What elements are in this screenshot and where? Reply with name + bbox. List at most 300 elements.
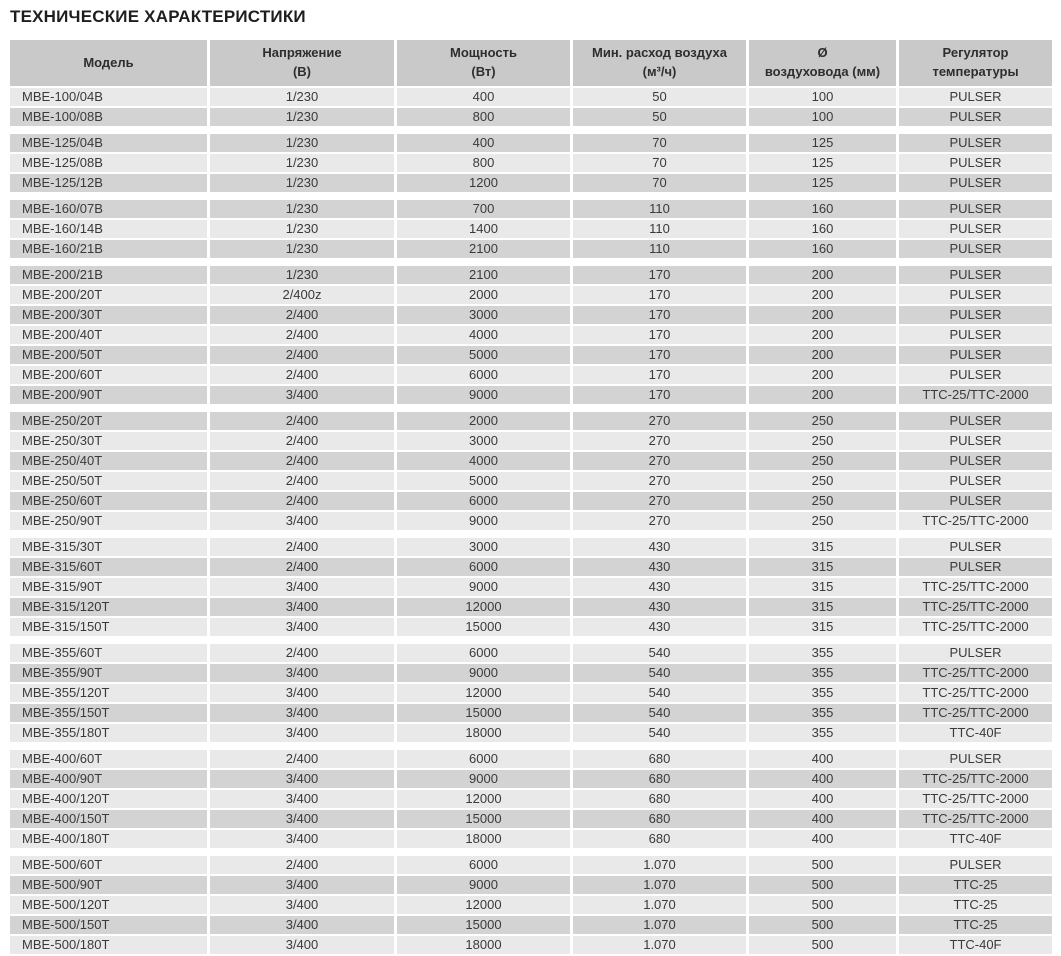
cell-voltage: 3/400 bbox=[210, 896, 394, 914]
cell-duct-diameter: 400 bbox=[749, 830, 896, 848]
cell-regulator: TTC-25/TTC-2000 bbox=[899, 770, 1052, 788]
spec-row bbox=[10, 286, 1052, 304]
cell-regulator: TTC-25/TTC-2000 bbox=[899, 512, 1052, 530]
cell-duct-diameter: 125 bbox=[749, 174, 896, 192]
cell-regulator: PULSER bbox=[899, 366, 1052, 384]
cell-regulator: PULSER bbox=[899, 856, 1052, 874]
cell-airflow: 430 bbox=[573, 618, 746, 636]
group-gap bbox=[10, 128, 1052, 132]
cell-airflow: 50 bbox=[573, 88, 746, 106]
cell-model: MBE-200/50T bbox=[10, 346, 207, 364]
cell-duct-diameter: 160 bbox=[749, 200, 896, 218]
cell-power: 12000 bbox=[397, 896, 570, 914]
cell-duct-diameter: 250 bbox=[749, 452, 896, 470]
cell-power: 6000 bbox=[397, 558, 570, 576]
cell-airflow: 110 bbox=[573, 200, 746, 218]
cell-duct-diameter: 200 bbox=[749, 366, 896, 384]
cell-voltage: 3/400 bbox=[210, 770, 394, 788]
spec-row bbox=[10, 558, 1052, 576]
cell-voltage: 2/400 bbox=[210, 538, 394, 556]
cell-power: 15000 bbox=[397, 916, 570, 934]
cell-voltage: 1/230 bbox=[210, 240, 394, 258]
cell-airflow: 110 bbox=[573, 220, 746, 238]
cell-power: 9000 bbox=[397, 876, 570, 894]
cell-voltage: 2/400 bbox=[210, 750, 394, 768]
cell-airflow: 170 bbox=[573, 286, 746, 304]
cell-model: MBE-250/50T bbox=[10, 472, 207, 490]
cell-duct-diameter: 200 bbox=[749, 306, 896, 324]
cell-voltage: 1/230 bbox=[210, 154, 394, 172]
cell-model: MBE-400/150T bbox=[10, 810, 207, 828]
cell-model: MBE-250/90T bbox=[10, 512, 207, 530]
cell-power: 15000 bbox=[397, 704, 570, 722]
cell-voltage: 2/400 bbox=[210, 326, 394, 344]
cell-power: 18000 bbox=[397, 724, 570, 742]
cell-voltage: 2/400 bbox=[210, 412, 394, 430]
cell-airflow: 110 bbox=[573, 240, 746, 258]
cell-duct-diameter: 200 bbox=[749, 286, 896, 304]
group-gap bbox=[10, 638, 1052, 642]
cell-airflow: 70 bbox=[573, 174, 746, 192]
cell-duct-diameter: 400 bbox=[749, 770, 896, 788]
cell-voltage: 3/400 bbox=[210, 684, 394, 702]
cell-voltage: 2/400 bbox=[210, 856, 394, 874]
cell-airflow: 270 bbox=[573, 452, 746, 470]
cell-airflow: 1.070 bbox=[573, 896, 746, 914]
spec-table bbox=[7, 38, 1055, 956]
cell-model: MBE-355/150T bbox=[10, 704, 207, 722]
cell-model: MBE-250/30T bbox=[10, 432, 207, 450]
cell-voltage: 1/230 bbox=[210, 266, 394, 284]
cell-airflow: 680 bbox=[573, 810, 746, 828]
spec-table-header bbox=[10, 40, 1052, 86]
cell-duct-diameter: 125 bbox=[749, 154, 896, 172]
spec-row bbox=[10, 810, 1052, 828]
cell-duct-diameter: 200 bbox=[749, 266, 896, 284]
cell-duct-diameter: 315 bbox=[749, 558, 896, 576]
cell-airflow: 430 bbox=[573, 578, 746, 596]
spec-row bbox=[10, 664, 1052, 682]
cell-regulator: TTC-40F bbox=[899, 724, 1052, 742]
col-header-voltage-label: Напряжение bbox=[262, 45, 342, 61]
group-gap bbox=[10, 406, 1052, 410]
cell-airflow: 540 bbox=[573, 664, 746, 682]
cell-regulator: PULSER bbox=[899, 266, 1052, 284]
cell-airflow: 270 bbox=[573, 512, 746, 530]
cell-duct-diameter: 500 bbox=[749, 876, 896, 894]
cell-regulator: PULSER bbox=[899, 306, 1052, 324]
cell-model: MBE-355/90T bbox=[10, 664, 207, 682]
cell-voltage: 3/400 bbox=[210, 830, 394, 848]
cell-airflow: 430 bbox=[573, 538, 746, 556]
cell-model: MBE-100/04B bbox=[10, 88, 207, 106]
cell-duct-diameter: 100 bbox=[749, 88, 896, 106]
cell-duct-diameter: 250 bbox=[749, 492, 896, 510]
cell-model: MBE-200/60T bbox=[10, 366, 207, 384]
cell-airflow: 1.070 bbox=[573, 856, 746, 874]
cell-duct-diameter: 125 bbox=[749, 134, 896, 152]
cell-regulator: PULSER bbox=[899, 286, 1052, 304]
col-header-regulator bbox=[899, 40, 1052, 86]
cell-power: 4000 bbox=[397, 326, 570, 344]
cell-regulator: TTC-25/TTC-2000 bbox=[899, 684, 1052, 702]
cell-model: MBE-400/180T bbox=[10, 830, 207, 848]
spec-row bbox=[10, 750, 1052, 768]
cell-voltage: 3/400 bbox=[210, 598, 394, 616]
cell-model: MBE-315/120T bbox=[10, 598, 207, 616]
cell-regulator: PULSER bbox=[899, 154, 1052, 172]
cell-regulator: PULSER bbox=[899, 240, 1052, 258]
col-header-airflow bbox=[573, 40, 746, 86]
cell-model: MBE-250/40T bbox=[10, 452, 207, 470]
cell-power: 18000 bbox=[397, 936, 570, 954]
spec-row bbox=[10, 876, 1052, 894]
cell-duct-diameter: 400 bbox=[749, 750, 896, 768]
cell-power: 18000 bbox=[397, 830, 570, 848]
cell-power: 9000 bbox=[397, 512, 570, 530]
cell-duct-diameter: 355 bbox=[749, 644, 896, 662]
cell-voltage: 1/230 bbox=[210, 108, 394, 126]
spec-row bbox=[10, 134, 1052, 152]
cell-power: 6000 bbox=[397, 644, 570, 662]
cell-regulator: PULSER bbox=[899, 88, 1052, 106]
cell-airflow: 680 bbox=[573, 770, 746, 788]
cell-airflow: 70 bbox=[573, 134, 746, 152]
col-header-power-label: Мощность bbox=[450, 45, 517, 61]
cell-voltage: 1/230 bbox=[210, 220, 394, 238]
cell-power: 2000 bbox=[397, 286, 570, 304]
cell-voltage: 2/400z bbox=[210, 286, 394, 304]
spec-row bbox=[10, 724, 1052, 742]
cell-duct-diameter: 200 bbox=[749, 346, 896, 364]
cell-model: MBE-200/40T bbox=[10, 326, 207, 344]
cell-model: MBE-250/60T bbox=[10, 492, 207, 510]
cell-model: MBE-200/20T bbox=[10, 286, 207, 304]
cell-duct-diameter: 250 bbox=[749, 412, 896, 430]
col-header-power-unit: (Вт) bbox=[471, 64, 496, 79]
cell-regulator: TTC-25/TTC-2000 bbox=[899, 386, 1052, 404]
spec-row bbox=[10, 856, 1052, 874]
spec-row bbox=[10, 412, 1052, 430]
cell-regulator: PULSER bbox=[899, 558, 1052, 576]
cell-regulator: PULSER bbox=[899, 346, 1052, 364]
cell-model: MBE-500/180T bbox=[10, 936, 207, 954]
cell-power: 5000 bbox=[397, 472, 570, 490]
spec-row bbox=[10, 266, 1052, 284]
cell-voltage: 2/400 bbox=[210, 432, 394, 450]
cell-power: 15000 bbox=[397, 810, 570, 828]
cell-voltage: 1/230 bbox=[210, 134, 394, 152]
header-row bbox=[10, 40, 1052, 86]
spec-row bbox=[10, 88, 1052, 106]
cell-airflow: 540 bbox=[573, 704, 746, 722]
col-header-model bbox=[10, 40, 207, 86]
spec-row bbox=[10, 306, 1052, 324]
cell-voltage: 2/400 bbox=[210, 644, 394, 662]
cell-power: 800 bbox=[397, 108, 570, 126]
cell-voltage: 3/400 bbox=[210, 790, 394, 808]
cell-airflow: 540 bbox=[573, 644, 746, 662]
col-header-regulator-label2: температуры bbox=[932, 64, 1019, 79]
cell-power: 3000 bbox=[397, 432, 570, 450]
spec-row bbox=[10, 240, 1052, 258]
cell-airflow: 170 bbox=[573, 266, 746, 284]
cell-voltage: 1/230 bbox=[210, 88, 394, 106]
spec-row bbox=[10, 790, 1052, 808]
cell-model: MBE-200/21B bbox=[10, 266, 207, 284]
cell-regulator: TTC-25 bbox=[899, 876, 1052, 894]
cell-voltage: 3/400 bbox=[210, 936, 394, 954]
cell-model: MBE-355/120T bbox=[10, 684, 207, 702]
spec-row bbox=[10, 916, 1052, 934]
cell-voltage: 2/400 bbox=[210, 366, 394, 384]
cell-power: 5000 bbox=[397, 346, 570, 364]
cell-voltage: 3/400 bbox=[210, 916, 394, 934]
spec-row bbox=[10, 200, 1052, 218]
cell-duct-diameter: 500 bbox=[749, 896, 896, 914]
cell-regulator: TTC-25/TTC-2000 bbox=[899, 578, 1052, 596]
cell-voltage: 1/230 bbox=[210, 174, 394, 192]
cell-regulator: PULSER bbox=[899, 492, 1052, 510]
spec-row bbox=[10, 174, 1052, 192]
spec-row bbox=[10, 644, 1052, 662]
col-header-regulator-label: Регулятор bbox=[942, 45, 1009, 61]
cell-voltage: 3/400 bbox=[210, 876, 394, 894]
cell-airflow: 170 bbox=[573, 326, 746, 344]
cell-airflow: 170 bbox=[573, 366, 746, 384]
spec-row bbox=[10, 154, 1052, 172]
cell-regulator: PULSER bbox=[899, 472, 1052, 490]
cell-regulator: PULSER bbox=[899, 432, 1052, 450]
col-header-airflow-label: Мин. расход воздуха bbox=[592, 45, 727, 61]
group-gap bbox=[10, 850, 1052, 854]
cell-regulator: PULSER bbox=[899, 220, 1052, 238]
cell-model: MBE-315/30T bbox=[10, 538, 207, 556]
col-header-airflow-unit: (м³/ч) bbox=[642, 64, 677, 79]
spec-table-body bbox=[10, 88, 1052, 954]
cell-duct-diameter: 315 bbox=[749, 618, 896, 636]
cell-voltage: 3/400 bbox=[210, 512, 394, 530]
cell-power: 12000 bbox=[397, 684, 570, 702]
cell-duct-diameter: 315 bbox=[749, 538, 896, 556]
cell-regulator: TTC-25/TTC-2000 bbox=[899, 704, 1052, 722]
col-header-duct-diameter bbox=[749, 40, 896, 86]
cell-duct-diameter: 160 bbox=[749, 220, 896, 238]
cell-power: 4000 bbox=[397, 452, 570, 470]
spec-row bbox=[10, 538, 1052, 556]
group-gap bbox=[10, 194, 1052, 198]
diameter-symbol: Ø bbox=[817, 45, 828, 61]
cell-duct-diameter: 500 bbox=[749, 936, 896, 954]
cell-duct-diameter: 500 bbox=[749, 856, 896, 874]
cell-model: MBE-400/90T bbox=[10, 770, 207, 788]
spec-row bbox=[10, 512, 1052, 530]
cell-power: 6000 bbox=[397, 750, 570, 768]
spec-row bbox=[10, 452, 1052, 470]
cell-duct-diameter: 250 bbox=[749, 512, 896, 530]
cell-model: MBE-125/12B bbox=[10, 174, 207, 192]
cell-duct-diameter: 355 bbox=[749, 664, 896, 682]
cell-model: MBE-500/90T bbox=[10, 876, 207, 894]
spec-row bbox=[10, 896, 1052, 914]
cell-regulator: PULSER bbox=[899, 452, 1052, 470]
group-gap bbox=[10, 260, 1052, 264]
cell-model: MBE-200/90T bbox=[10, 386, 207, 404]
cell-power: 700 bbox=[397, 200, 570, 218]
cell-regulator: TTC-25/TTC-2000 bbox=[899, 664, 1052, 682]
cell-voltage: 3/400 bbox=[210, 618, 394, 636]
cell-regulator: TTC-25/TTC-2000 bbox=[899, 790, 1052, 808]
cell-duct-diameter: 355 bbox=[749, 684, 896, 702]
cell-airflow: 540 bbox=[573, 684, 746, 702]
cell-duct-diameter: 315 bbox=[749, 598, 896, 616]
page-title: ТЕХНИЧЕСКИЕ ХАРАКТЕРИСТИКИ bbox=[10, 7, 306, 26]
cell-model: MBE-250/20T bbox=[10, 412, 207, 430]
cell-voltage: 2/400 bbox=[210, 472, 394, 490]
cell-power: 15000 bbox=[397, 618, 570, 636]
cell-power: 1400 bbox=[397, 220, 570, 238]
cell-regulator: PULSER bbox=[899, 174, 1052, 192]
cell-power: 9000 bbox=[397, 578, 570, 596]
cell-regulator: PULSER bbox=[899, 750, 1052, 768]
cell-power: 800 bbox=[397, 154, 570, 172]
spec-row bbox=[10, 386, 1052, 404]
cell-model: MBE-315/90T bbox=[10, 578, 207, 596]
cell-airflow: 430 bbox=[573, 598, 746, 616]
cell-voltage: 2/400 bbox=[210, 346, 394, 364]
cell-voltage: 3/400 bbox=[210, 724, 394, 742]
cell-power: 3000 bbox=[397, 306, 570, 324]
cell-model: MBE-500/60T bbox=[10, 856, 207, 874]
cell-airflow: 680 bbox=[573, 790, 746, 808]
cell-airflow: 170 bbox=[573, 386, 746, 404]
cell-regulator: PULSER bbox=[899, 134, 1052, 152]
cell-airflow: 430 bbox=[573, 558, 746, 576]
cell-power: 400 bbox=[397, 88, 570, 106]
cell-duct-diameter: 400 bbox=[749, 810, 896, 828]
cell-model: MBE-500/150T bbox=[10, 916, 207, 934]
cell-duct-diameter: 355 bbox=[749, 724, 896, 742]
cell-voltage: 3/400 bbox=[210, 704, 394, 722]
cell-airflow: 270 bbox=[573, 472, 746, 490]
spec-row bbox=[10, 220, 1052, 238]
cell-regulator: TTC-25/TTC-2000 bbox=[899, 810, 1052, 828]
cell-regulator: PULSER bbox=[899, 108, 1052, 126]
spec-row bbox=[10, 346, 1052, 364]
cell-model: MBE-315/150T bbox=[10, 618, 207, 636]
spec-row bbox=[10, 598, 1052, 616]
cell-airflow: 70 bbox=[573, 154, 746, 172]
cell-airflow: 50 bbox=[573, 108, 746, 126]
cell-voltage: 3/400 bbox=[210, 810, 394, 828]
cell-power: 9000 bbox=[397, 386, 570, 404]
cell-model: MBE-125/08B bbox=[10, 154, 207, 172]
spec-row bbox=[10, 578, 1052, 596]
cell-voltage: 3/400 bbox=[210, 664, 394, 682]
cell-voltage: 3/400 bbox=[210, 578, 394, 596]
cell-duct-diameter: 250 bbox=[749, 472, 896, 490]
cell-duct-diameter: 200 bbox=[749, 386, 896, 404]
spec-row bbox=[10, 472, 1052, 490]
cell-regulator: PULSER bbox=[899, 412, 1052, 430]
cell-voltage: 2/400 bbox=[210, 452, 394, 470]
cell-power: 12000 bbox=[397, 790, 570, 808]
cell-airflow: 1.070 bbox=[573, 936, 746, 954]
cell-regulator: PULSER bbox=[899, 538, 1052, 556]
cell-voltage: 2/400 bbox=[210, 306, 394, 324]
spec-row bbox=[10, 830, 1052, 848]
col-header-voltage-unit: (В) bbox=[292, 64, 312, 79]
cell-regulator: TTC-25/TTC-2000 bbox=[899, 618, 1052, 636]
cell-duct-diameter: 160 bbox=[749, 240, 896, 258]
cell-airflow: 1.070 bbox=[573, 916, 746, 934]
cell-power: 3000 bbox=[397, 538, 570, 556]
col-header-duct-diameter-label: воздуховода (мм) bbox=[764, 64, 881, 79]
cell-regulator: TTC-25 bbox=[899, 916, 1052, 934]
cell-power: 2100 bbox=[397, 240, 570, 258]
cell-regulator: PULSER bbox=[899, 644, 1052, 662]
spec-row bbox=[10, 618, 1052, 636]
cell-voltage: 1/230 bbox=[210, 200, 394, 218]
cell-regulator: TTC-40F bbox=[899, 936, 1052, 954]
col-header-voltage bbox=[210, 40, 394, 86]
cell-model: MBE-100/08B bbox=[10, 108, 207, 126]
cell-voltage: 2/400 bbox=[210, 558, 394, 576]
cell-airflow: 270 bbox=[573, 412, 746, 430]
cell-airflow: 270 bbox=[573, 492, 746, 510]
cell-regulator: PULSER bbox=[899, 200, 1052, 218]
cell-model: MBE-500/120T bbox=[10, 896, 207, 914]
spec-row bbox=[10, 492, 1052, 510]
cell-model: MBE-355/60T bbox=[10, 644, 207, 662]
cell-model: MBE-400/120T bbox=[10, 790, 207, 808]
group-gap bbox=[10, 532, 1052, 536]
spec-row bbox=[10, 770, 1052, 788]
cell-power: 1200 bbox=[397, 174, 570, 192]
cell-regulator: TTC-25 bbox=[899, 896, 1052, 914]
spec-row bbox=[10, 704, 1052, 722]
cell-regulator: TTC-25/TTC-2000 bbox=[899, 598, 1052, 616]
cell-model: MBE-160/21B bbox=[10, 240, 207, 258]
cell-duct-diameter: 100 bbox=[749, 108, 896, 126]
group-gap bbox=[10, 744, 1052, 748]
cell-airflow: 680 bbox=[573, 750, 746, 768]
cell-airflow: 540 bbox=[573, 724, 746, 742]
spec-row bbox=[10, 684, 1052, 702]
cell-model: MBE-200/30T bbox=[10, 306, 207, 324]
cell-model: MBE-160/14B bbox=[10, 220, 207, 238]
cell-regulator: TTC-40F bbox=[899, 830, 1052, 848]
cell-model: MBE-315/60T bbox=[10, 558, 207, 576]
cell-duct-diameter: 200 bbox=[749, 326, 896, 344]
cell-model: MBE-400/60T bbox=[10, 750, 207, 768]
col-header-power bbox=[397, 40, 570, 86]
cell-duct-diameter: 500 bbox=[749, 916, 896, 934]
cell-duct-diameter: 355 bbox=[749, 704, 896, 722]
cell-voltage: 3/400 bbox=[210, 386, 394, 404]
cell-power: 6000 bbox=[397, 492, 570, 510]
cell-power: 6000 bbox=[397, 366, 570, 384]
cell-power: 12000 bbox=[397, 598, 570, 616]
cell-airflow: 170 bbox=[573, 306, 746, 324]
cell-duct-diameter: 400 bbox=[749, 790, 896, 808]
spec-row bbox=[10, 108, 1052, 126]
col-header-model-label: Модель bbox=[83, 54, 134, 70]
cell-airflow: 170 bbox=[573, 346, 746, 364]
cell-model: MBE-160/07B bbox=[10, 200, 207, 218]
cell-airflow: 680 bbox=[573, 830, 746, 848]
spec-row bbox=[10, 936, 1052, 954]
